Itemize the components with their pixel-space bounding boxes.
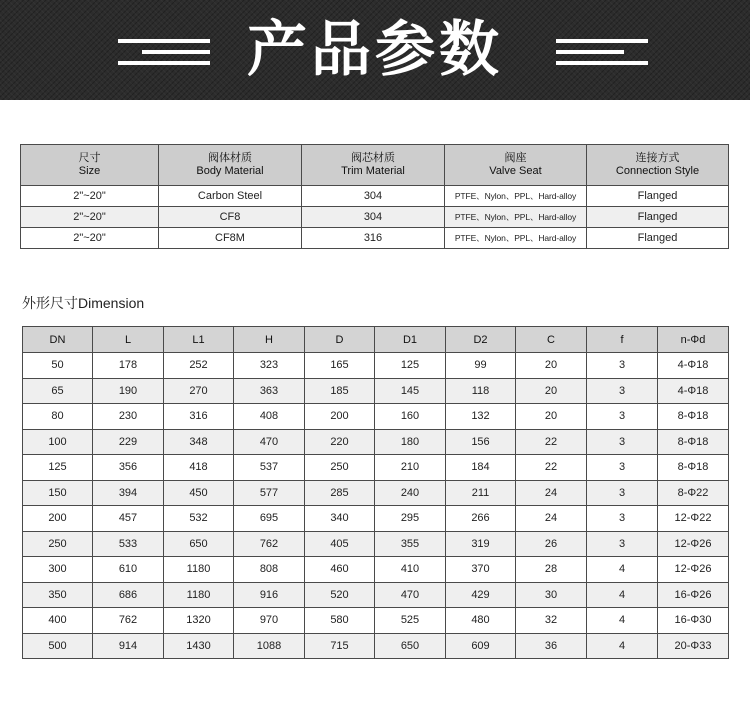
dimension-cell: 3: [587, 531, 658, 557]
dimension-cell: 250: [23, 531, 93, 557]
header-en: Connection Style: [615, 165, 700, 177]
dimension-cell: 8-Φ18: [658, 404, 729, 430]
dimension-cell: 323: [234, 353, 305, 379]
spec-header-connection-style: [587, 145, 729, 186]
header-en: Valve Seat: [489, 165, 542, 177]
spec-cell-trim-material: 316: [302, 228, 445, 249]
dimension-cell: 22: [516, 455, 587, 481]
dimension-cell: 80: [23, 404, 93, 430]
dimension-cell: 200: [305, 404, 375, 430]
spec-cell-connection: Flanged: [587, 186, 729, 207]
dimension-cell: 1320: [164, 608, 234, 634]
header-banner: [0, 0, 750, 100]
dimension-header-h: H: [234, 327, 305, 353]
dimension-cell: 145: [375, 378, 446, 404]
dimension-cell: 400: [23, 608, 93, 634]
dimension-cell: 20-Φ33: [658, 633, 729, 659]
dimension-row: [23, 429, 729, 455]
dimension-cell: 300: [23, 557, 93, 583]
dimension-cell: 3: [587, 378, 658, 404]
dimension-cell: 405: [305, 531, 375, 557]
dimension-cell: 1088: [234, 633, 305, 659]
dimension-cell: 12-Φ26: [658, 531, 729, 557]
spec-table: [20, 144, 729, 249]
dimension-cell: 1430: [164, 633, 234, 659]
dimension-cell: 316: [164, 404, 234, 430]
dimension-cell: 695: [234, 506, 305, 532]
dimension-cell: 715: [305, 633, 375, 659]
dimension-cell: 808: [234, 557, 305, 583]
dimension-cell: 609: [446, 633, 516, 659]
dimension-row: [23, 506, 729, 532]
dimension-cell: 160: [375, 404, 446, 430]
dimension-row: [23, 455, 729, 481]
spec-header-trim-material: [302, 145, 445, 186]
dimension-header-f: f: [587, 327, 658, 353]
dimension-header-d: D: [305, 327, 375, 353]
dimension-cell: 240: [375, 480, 446, 506]
dimension-header-row: [23, 327, 729, 353]
dimension-cell: 118: [446, 378, 516, 404]
header-zh: 阀座: [504, 152, 527, 164]
spec-cell-connection: Flanged: [587, 207, 729, 228]
banner-title: 产品参数: [247, 15, 503, 85]
dimension-cell: 610: [93, 557, 164, 583]
dimension-cell: 1180: [164, 582, 234, 608]
dimension-cell: 525: [375, 608, 446, 634]
spec-cell-body-material: CF8M: [159, 228, 302, 249]
dimension-header-d1: D1: [375, 327, 446, 353]
spec-header-row: [21, 145, 729, 186]
dimension-cell: 533: [93, 531, 164, 557]
header-zh: 阀芯材质: [351, 152, 395, 164]
spec-row: [21, 186, 729, 207]
dimension-cell: 180: [375, 429, 446, 455]
spec-cell-body-material: Carbon Steel: [159, 186, 302, 207]
spec-cell-size: 2"~20": [21, 207, 159, 228]
dimension-cell: 470: [234, 429, 305, 455]
dimension-cell: 20: [516, 353, 587, 379]
dimension-cell: 165: [305, 353, 375, 379]
header-en: Size: [78, 165, 101, 177]
header-zh: 尺寸: [78, 152, 101, 164]
dimension-cell: 970: [234, 608, 305, 634]
dimension-cell: 4: [587, 608, 658, 634]
dimension-cell: 3: [587, 506, 658, 532]
dimension-cell: 363: [234, 378, 305, 404]
spec-row: [21, 228, 729, 249]
dimension-cell: 520: [305, 582, 375, 608]
dimension-cell: 28: [516, 557, 587, 583]
dimension-cell: 762: [93, 608, 164, 634]
dimension-cell: 4: [587, 557, 658, 583]
dimension-cell: 230: [93, 404, 164, 430]
dimension-cell: 211: [446, 480, 516, 506]
spec-cell-size: 2"~20": [21, 228, 159, 249]
dimension-cell: 250: [305, 455, 375, 481]
spec-cell-trim-material: 304: [302, 186, 445, 207]
dimension-cell: 3: [587, 353, 658, 379]
dimension-cell: 319: [446, 531, 516, 557]
dimension-cell: 20: [516, 404, 587, 430]
dimension-cell: 410: [375, 557, 446, 583]
dimension-cell: 22: [516, 429, 587, 455]
dimension-cell: 3: [587, 429, 658, 455]
dimension-cell: 30: [516, 582, 587, 608]
dimension-cell: 350: [23, 582, 93, 608]
dimension-cell: 8-Φ18: [658, 455, 729, 481]
spec-cell-valve-seat: PTFE、Nylon、PPL、Hard-alloy: [445, 186, 587, 207]
dimension-cell: 537: [234, 455, 305, 481]
dimension-cell: 266: [446, 506, 516, 532]
dimension-cell: 460: [305, 557, 375, 583]
dimension-cell: 580: [305, 608, 375, 634]
dimension-cell: 532: [164, 506, 234, 532]
dimension-cell: 156: [446, 429, 516, 455]
dimension-cell: 229: [93, 429, 164, 455]
spec-header-valve-seat: [445, 145, 587, 186]
dimension-cell: 125: [375, 353, 446, 379]
dimension-cell: 65: [23, 378, 93, 404]
dimension-cell: 650: [375, 633, 446, 659]
dimension-cell: 270: [164, 378, 234, 404]
dimension-cell: 100: [23, 429, 93, 455]
dimension-cell: 470: [375, 582, 446, 608]
dimension-header-l1: L1: [164, 327, 234, 353]
dimension-cell: 200: [23, 506, 93, 532]
spec-row: [21, 207, 729, 228]
dimension-cell: 4: [587, 633, 658, 659]
dimension-cell: 457: [93, 506, 164, 532]
dimension-header-l: L: [93, 327, 164, 353]
header-zh: 阀体材质: [208, 152, 252, 164]
dimension-header-c: C: [516, 327, 587, 353]
dimension-cell: 480: [446, 608, 516, 634]
dimension-cell: 3: [587, 480, 658, 506]
dimension-header-d2: D2: [446, 327, 516, 353]
dimension-cell: 762: [234, 531, 305, 557]
dimension-cell: 394: [93, 480, 164, 506]
dimension-cell: 178: [93, 353, 164, 379]
dimension-cell: 4-Φ18: [658, 353, 729, 379]
dimension-cell: 190: [93, 378, 164, 404]
dimension-cell: 99: [446, 353, 516, 379]
dimension-row: [23, 404, 729, 430]
dimension-cell: 408: [234, 404, 305, 430]
dimension-cell: 24: [516, 480, 587, 506]
dimension-table: [22, 326, 729, 659]
spec-cell-valve-seat: PTFE、Nylon、PPL、Hard-alloy: [445, 207, 587, 228]
dimension-cell: 4: [587, 582, 658, 608]
dimension-cell: 370: [446, 557, 516, 583]
dimension-cell: 150: [23, 480, 93, 506]
spec-header-body-material: [159, 145, 302, 186]
dimension-row: [23, 353, 729, 379]
dimension-cell: 252: [164, 353, 234, 379]
dimension-cell: 577: [234, 480, 305, 506]
dimension-row: [23, 480, 729, 506]
dimension-cell: 36: [516, 633, 587, 659]
dimension-cell: 355: [375, 531, 446, 557]
dimension-header-dn: DN: [23, 327, 93, 353]
dimension-row: [23, 633, 729, 659]
dimension-cell: 16-Φ26: [658, 582, 729, 608]
dimension-title: 外形尺寸Dimension: [22, 295, 145, 311]
dimension-cell: 295: [375, 506, 446, 532]
dimension-cell: 20: [516, 378, 587, 404]
decorative-lines-right: [556, 39, 648, 65]
spec-cell-trim-material: 304: [302, 207, 445, 228]
dimension-cell: 3: [587, 404, 658, 430]
header-zh: 连接方式: [635, 152, 680, 164]
dimension-cell: 8-Φ18: [658, 429, 729, 455]
dimension-cell: 4-Φ18: [658, 378, 729, 404]
dimension-cell: 184: [446, 455, 516, 481]
dimension-cell: 650: [164, 531, 234, 557]
dimension-cell: 356: [93, 455, 164, 481]
spec-cell-connection: Flanged: [587, 228, 729, 249]
dimension-cell: 1180: [164, 557, 234, 583]
dimension-cell: 418: [164, 455, 234, 481]
spec-cell-size: 2"~20": [21, 186, 159, 207]
dimension-cell: 132: [446, 404, 516, 430]
dimension-row: [23, 378, 729, 404]
header-en: Trim Material: [341, 165, 405, 177]
dimension-cell: 348: [164, 429, 234, 455]
header-en: Body Material: [196, 165, 264, 177]
dimension-cell: 26: [516, 531, 587, 557]
dimension-cell: 914: [93, 633, 164, 659]
dimension-cell: 16-Φ30: [658, 608, 729, 634]
dimension-row: [23, 582, 729, 608]
dimension-cell: 285: [305, 480, 375, 506]
dimension-cell: 429: [446, 582, 516, 608]
dimension-row: [23, 531, 729, 557]
dimension-row: [23, 608, 729, 634]
dimension-cell: 24: [516, 506, 587, 532]
dimension-body: [23, 353, 729, 659]
dimension-cell: 916: [234, 582, 305, 608]
dimension-cell: 12-Φ26: [658, 557, 729, 583]
dimension-row: [23, 557, 729, 583]
spec-cell-valve-seat: PTFE、Nylon、PPL、Hard-alloy: [445, 228, 587, 249]
dimension-cell: 185: [305, 378, 375, 404]
dimension-cell: 12-Φ22: [658, 506, 729, 532]
dimension-cell: 50: [23, 353, 93, 379]
dimension-cell: 450: [164, 480, 234, 506]
dimension-cell: 340: [305, 506, 375, 532]
dimension-cell: 686: [93, 582, 164, 608]
spec-cell-body-material: CF8: [159, 207, 302, 228]
dimension-cell: 3: [587, 455, 658, 481]
spec-header-size: [21, 145, 159, 186]
dimension-cell: 32: [516, 608, 587, 634]
dimension-header-n-d: n-Φd: [658, 327, 729, 353]
dimension-cell: 210: [375, 455, 446, 481]
dimension-cell: 8-Φ22: [658, 480, 729, 506]
dimension-cell: 500: [23, 633, 93, 659]
dimension-cell: 220: [305, 429, 375, 455]
dimension-cell: 125: [23, 455, 93, 481]
